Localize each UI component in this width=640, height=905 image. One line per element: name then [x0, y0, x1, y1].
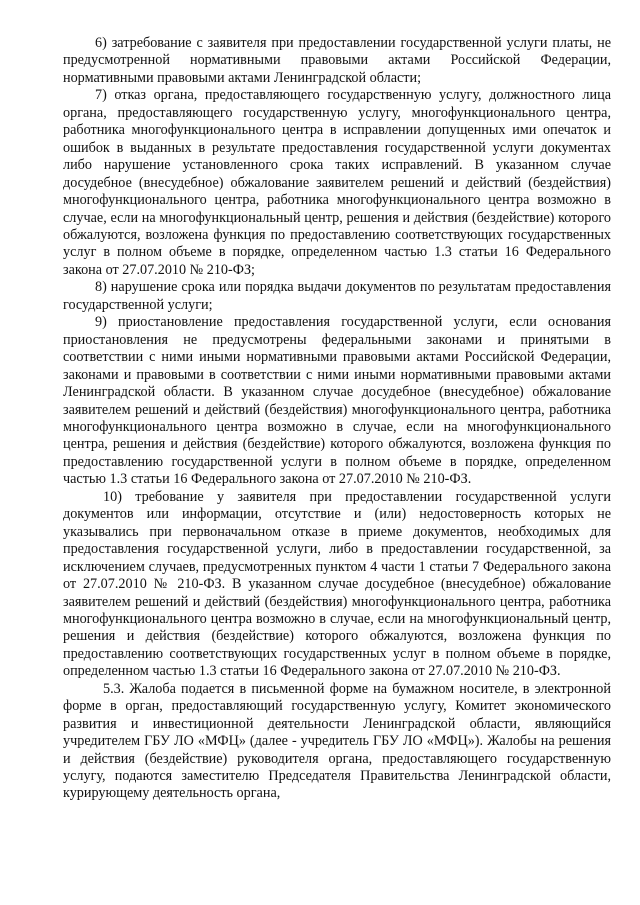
paragraph-item-6: 6) затребование с заявителя при предоставлении государственной услуги платы, не предусмотренной нормативными правовыми актами Российской Федерации, нормативными правовыми актами Ленинградской области; [63, 35, 611, 86]
paragraph-item-9: 9) приостановление предоставления государственной услуги, если основания приостановления не предусмотрены федеральными законами и принятыми в соответствии с ними иными нормативными правовыми актами Российской Федерации, законами и правовыми в соответствии с ними иными нормативными правовыми актами Ленинградской области. В указанном случае досудебное (внесудебное) обжалование заявителем решений и действий (бездействия) многофункционального центра, работника многофункционального центра возможно в случае, если на многофункционального центра, решения и действия (бездействие) которого обжалуются, возложена функция по предоставлению государственной услуги в полном объеме в порядке, определенном частью 1.3 статьи 16 Федерального закона от 27.07.2010 № 210-ФЗ. [63, 314, 611, 488]
paragraph-item-10: 10) требование у заявителя при предоставлении государственной услуги документов или информации, отсутствие и (или) недостоверность которых не указывались при первоначальном отказе в приеме документов, необходимых для предоставления государственной услуги, либо в предоставлении государственной, за исключением случаев, предусмотренных пунктом 4 части 1 статьи 7 Федерального закона от 27.07.2010 № 210-ФЗ. В указанном случае досудебное (внесудебное) обжалование заявителем решений и действий (бездействия) многофункционального центра, работника многофункционального центра возможно в случае, если на многофункциональный центр, решения и действия (бездействие) которого обжалуются, возложена функция по предоставлению соответствующих государственных услуг в полном объеме в порядке, определенном частью 1.3 статьи 16 Федерального закона от 27.07.2010 № 210-ФЗ. [63, 488, 611, 680]
paragraph-item-7: 7) отказ органа, предоставляющего государственную услугу, должностного лица органа, предоставляющего государственную услугу, многофункционального центра, работника многофункционального центра в исправлении допущенных ими опечаток и ошибок в выданных в результате предоставления государственной услуги документах либо нарушение установленного срока таких исправлений. В указанном случае досудебное (внесудебное) обжалование заявителем решений и действий (бездействия) многофункционального центра, работника многофункционального центра возможно в случае, если на многофункциональный центр, решения и действия (бездействие) которого обжалуются, возложена функция по предоставлению соответствующих государственных услуг в полном объеме в порядке, определенном частью 1.3 статьи 16 Федерального закона от 27.07.2010 № 210-ФЗ; [63, 87, 611, 278]
document-page [63, 35, 611, 803]
paragraph-section-5-3: 5.3. Жалоба подается в письменной форме на бумажном носителе, в электронной форме в орган, предоставляющий государственную услугу, Комитет экономического развития и инвестиционной деятельности Ленинградской области, являющийся учредителем ГБУ ЛО «МФЦ» (далее - учредитель ГБУ ЛО «МФЦ»). Жалобы на решения и действия (бездействие) руководителя органа, предоставляющего государственную услугу, подаются заместителю Председателя Правительства Ленинградской области, курирующему деятельность органа, [63, 680, 611, 802]
paragraph-item-8: 8) нарушение срока или порядка выдачи документов по результатам предоставления государственной услуги; [63, 279, 611, 313]
